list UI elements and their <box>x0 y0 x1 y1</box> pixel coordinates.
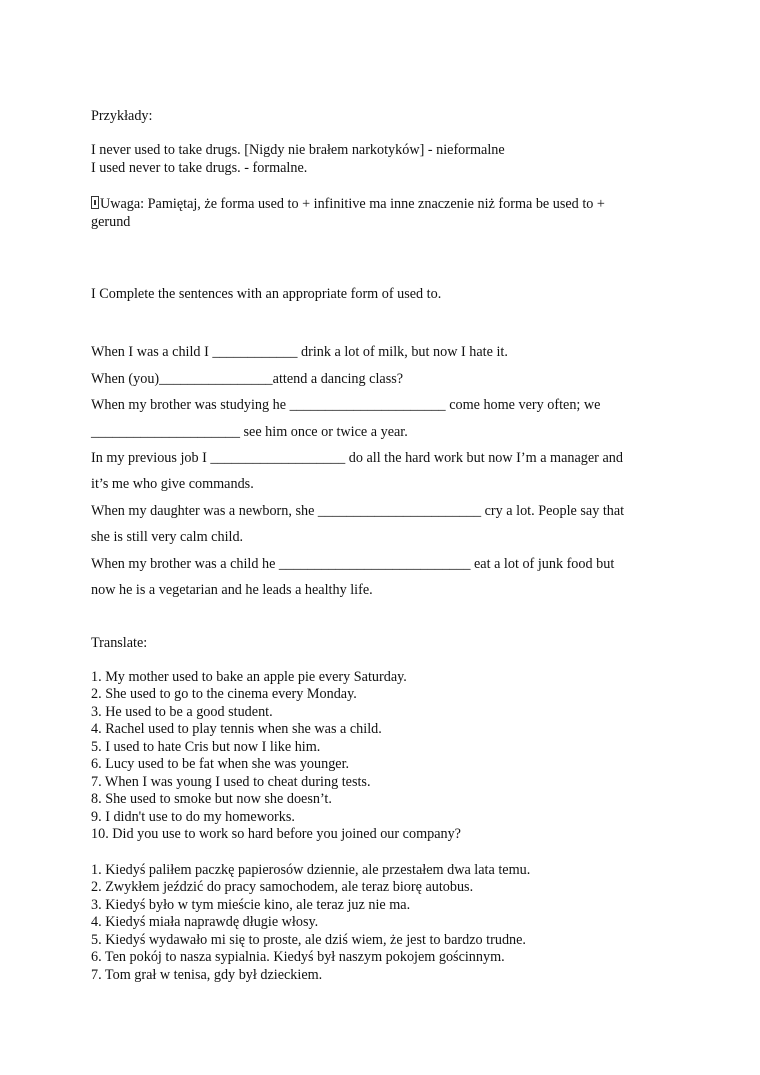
exercise-line: When my brother was a child he ___________________________ eat a lot of junk food but <box>91 555 615 572</box>
list-item: 7. Tom grał w tenisa, gdy był dzieckiem. <box>91 966 323 983</box>
note-line-continued: gerund <box>91 213 131 230</box>
list-item: 9. I didn't use to do my homeworks. <box>91 808 295 825</box>
examples-heading: Przykłady: <box>91 108 153 124</box>
note-line <box>91 196 681 213</box>
exercise-line: In my previous job I ___________________ do all the hard work but now I’m a manager and <box>91 450 623 467</box>
polish-sentence-list <box>91 862 681 985</box>
exercise-line: When I was a child I ____________ drink a lot of milk, but now I hate it. <box>91 344 508 361</box>
list-item: 1. My mother used to bake an apple pie every Saturday. <box>91 668 407 685</box>
list-item: 10. Did you use to work so hard before you joined our company? <box>91 826 461 843</box>
note-block <box>91 196 681 231</box>
examples-block <box>91 142 681 177</box>
list-item: 1. Kiedyś paliłem paczkę papierosów dziennie, ale przestałem dwa lata temu. <box>91 861 531 878</box>
list-item: 8. She used to smoke but now she doesn’t. <box>91 791 332 808</box>
exercise-line: _____________________ see him once or twice a year. <box>91 423 408 440</box>
list-item: 4. Kiedyś miała naprawdę długie włosy. <box>91 914 319 931</box>
list-item: 6. Lucy used to be fat when she was younger. <box>91 756 350 773</box>
example-line: I never used to take drugs. [Nigdy nie brałem narkotyków] - nieformalne <box>91 142 505 159</box>
list-item: 6. Ten pokój to nasza sypialnia. Kiedyś był naszym pokojem gościnnym. <box>91 949 505 966</box>
list-item: 3. Kiedyś było w tym mieście kino, ale teraz juz nie ma. <box>91 896 411 913</box>
list-item: 3. He used to be a good student. <box>91 703 273 720</box>
exercise-line: When my daughter was a newborn, she _______________________ cry a lot. People say that <box>91 502 625 519</box>
exercise-line: now he is a vegetarian and he leads a healthy life. <box>91 582 373 599</box>
document-page <box>91 108 681 984</box>
list-item: 4. Rachel used to play tennis when she was a child. <box>91 721 382 738</box>
example-line: I used never to take drugs. - formalne. <box>91 159 308 176</box>
list-item: 2. Zwykłem jeździć do pracy samochodem, ale teraz biorę autobus. <box>91 879 474 896</box>
english-sentence-list <box>91 669 681 844</box>
exercise-sentences <box>91 339 681 603</box>
translate-title: Translate: <box>91 634 148 651</box>
exercise-title: I Complete the sentences with an appropriate form of used to. <box>91 286 442 303</box>
exercise-line: When (you)________________attend a dancing class? <box>91 370 404 387</box>
list-item: 5. Kiedyś wydawało mi się to proste, ale dziś wiem, że jest to bardzo trudne. <box>91 931 526 948</box>
list-item: 7. When I was young I used to cheat during tests. <box>91 773 371 790</box>
list-item: 2. She used to go to the cinema every Monday. <box>91 686 357 703</box>
note-text: Uwaga: Pamiętaj, że forma used to + infinitive ma inne znaczenie niż forma be used to + <box>100 196 605 213</box>
note-icon <box>91 196 99 209</box>
exercise-line: she is still very calm child. <box>91 529 244 546</box>
exercise-line: When my brother was studying he ______________________ come home very often; we <box>91 397 601 414</box>
exercise-line: it’s me who give commands. <box>91 476 254 493</box>
list-item: 5. I used to hate Cris but now I like him. <box>91 738 321 755</box>
